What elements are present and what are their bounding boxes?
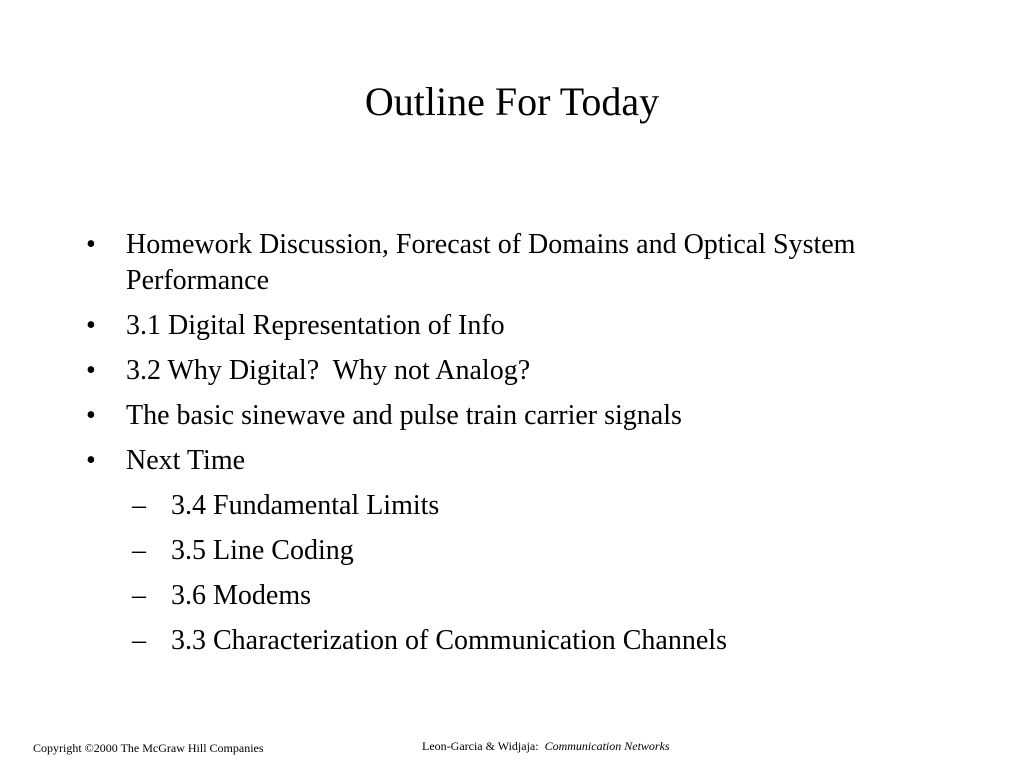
bullet-marker: • bbox=[86, 355, 96, 386]
bullet-text: 3.2 Why Digital? Why not Analog? bbox=[126, 355, 531, 386]
sub-bullet-item bbox=[86, 533, 936, 569]
bullet-marker: • bbox=[86, 400, 96, 431]
footer-copyright: Copyright ©2000 The McGraw Hill Companies bbox=[33, 741, 264, 755]
footer-book-title: Communication Networks bbox=[544, 739, 670, 753]
sub-bullet-marker: – bbox=[132, 490, 146, 521]
footer-citation bbox=[422, 739, 670, 753]
sub-bullet-marker: – bbox=[132, 580, 146, 611]
bullet-item bbox=[86, 353, 936, 389]
bullet-marker: • bbox=[86, 445, 96, 476]
bullet-marker: • bbox=[86, 229, 96, 260]
footer-authors: Leon-Garcia & Widjaja: bbox=[422, 739, 539, 753]
sub-bullet-item bbox=[86, 623, 936, 659]
sub-bullet-text: 3.4 Fundamental Limits bbox=[171, 490, 440, 521]
bullet-item bbox=[86, 227, 936, 299]
sub-bullet-marker: – bbox=[132, 535, 146, 566]
bullet-text: Next Time bbox=[126, 445, 246, 476]
bullet-list bbox=[86, 227, 936, 668]
bullet-marker: • bbox=[86, 310, 96, 341]
bullet-text: 3.1 Digital Representation of Info bbox=[126, 310, 505, 341]
bullet-item bbox=[86, 308, 936, 344]
sub-bullet-text: 3.3 Characterization of Communication Channels bbox=[171, 625, 727, 656]
slide-title: Outline For Today bbox=[364, 79, 660, 124]
sub-bullet-item bbox=[86, 578, 936, 614]
sub-bullet-marker: – bbox=[132, 625, 146, 656]
bullet-item bbox=[86, 443, 936, 479]
sub-bullet-item bbox=[86, 488, 936, 524]
bullet-text: Homework Discussion, Forecast of Domains and Optical System Performance bbox=[126, 229, 856, 296]
sub-bullet-text: 3.5 Line Coding bbox=[171, 535, 354, 566]
bullet-text: The basic sinewave and pulse train carrier signals bbox=[126, 400, 682, 431]
sub-bullet-text: 3.6 Modems bbox=[171, 580, 311, 611]
bullet-item bbox=[86, 398, 936, 434]
